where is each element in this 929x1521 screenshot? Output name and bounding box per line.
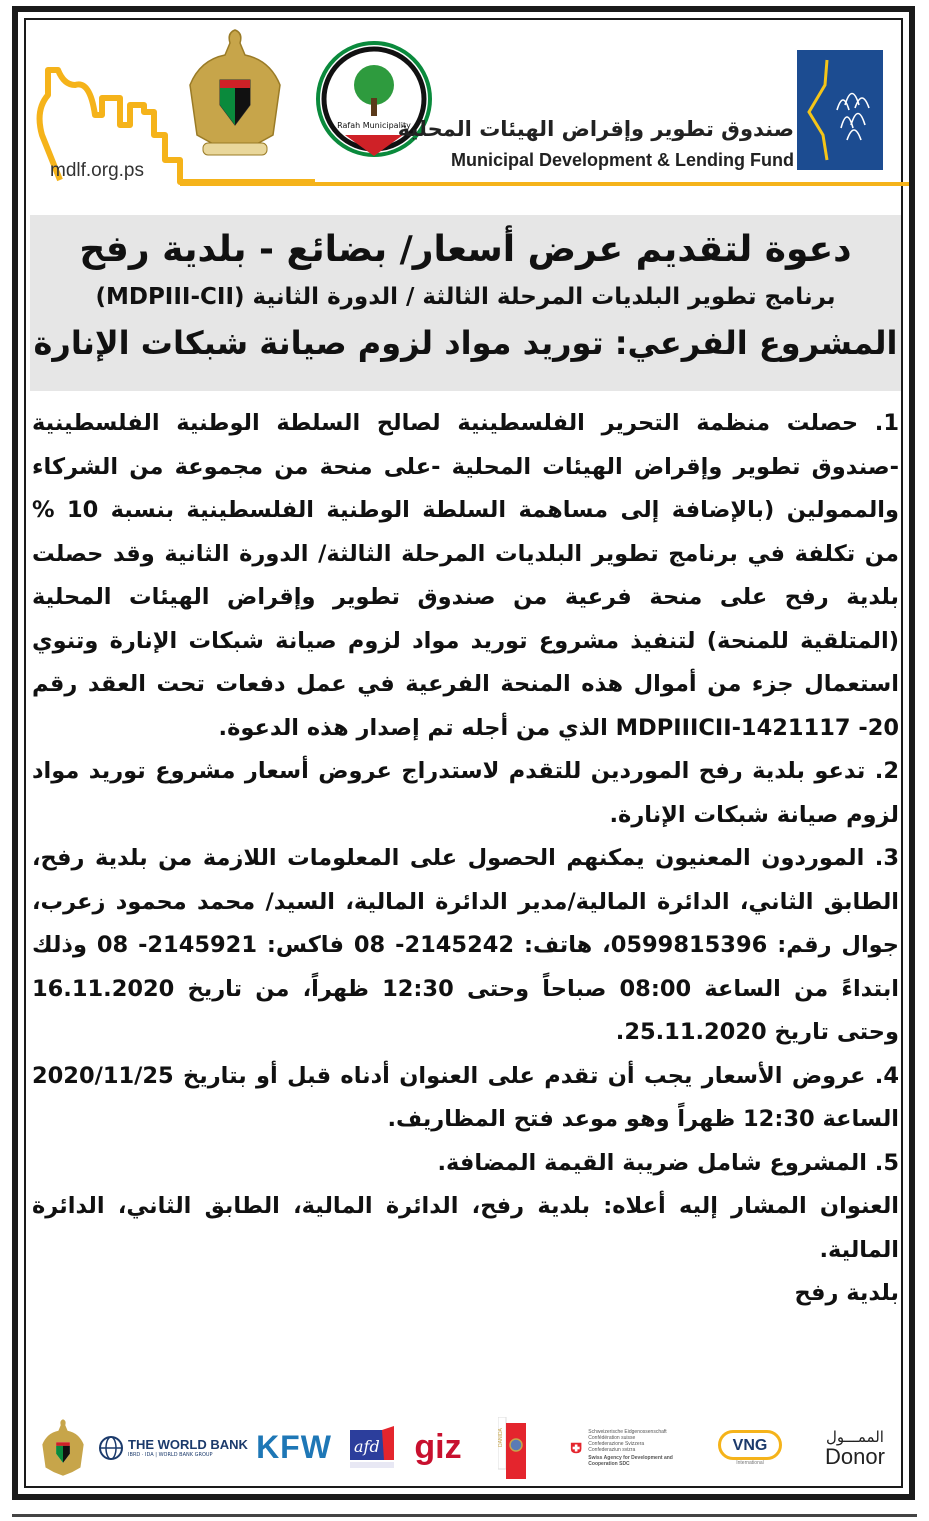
- donor-afd: [344, 1410, 400, 1485]
- vng-badge: VNG: [718, 1430, 783, 1460]
- afd-logo-icon: [348, 1424, 396, 1472]
- clause-1: 1. حصلت منظمة التحرير الفلسطينية لصالح السلطة الوطنية الفلسطينية -صندوق تطوير وإقراض الهيئات المحلية -على منحة من مجموعة من الشركاء والممولين (بالإضافة إلى مساهمة السلطة الوطنية الفلسطينية بنسبة 10 % من تكلفة في برنامج تطوير البلديات المرحلة الثالثة/ الدورة الثانية وقد حصلت بلدية رفح على منحة فرعية من صندوق تطوير وإقراض الهيئات المحلية (المتلقية للمنحة) لتنفيذ مشروع توريد مواد لزوم صيانة شبكات الإنارة وتنوي استعمال جزء من أموال هذه المنحة الفرعية في عمل دفعات تحت العقد رقم 20- MDPIIICII-1421117 الذي من أجله تم إصدار هذه الدعوة.: [32, 410, 899, 741]
- svg-text:afd: afd: [354, 1436, 380, 1456]
- clause-2: 2. تدعو بلدية رفح الموردين للتقدم لاستدراج عروض أسعار مشروع توريد مواد لزوم صيانة شبكات الإنارة.: [32, 758, 899, 828]
- donor-label: الممـــول Donor: [825, 1427, 885, 1469]
- donor-danida: [492, 1410, 532, 1485]
- svg-text:Rafah Municipality: Rafah Municipality: [337, 121, 411, 130]
- mdlf-logo-icon: [797, 50, 883, 170]
- address-line: العنوان المشار إليه أعلاه: بلدية رفح، الدائرة المالية، الطابق الثاني، الدائرة المالية.: [32, 1193, 899, 1263]
- swiss-cross-icon: [570, 1441, 582, 1455]
- subproject-title: المشروع الفرعي: توريد مواد لزوم صيانة شبكات الإنارة: [33, 324, 898, 362]
- mdlf-name-english: Municipal Development & Lending Fund: [450, 150, 794, 170]
- donor-kfw: KFW: [256, 1429, 332, 1465]
- donor-vng: VNG International: [710, 1410, 790, 1485]
- globe-icon: [98, 1435, 124, 1461]
- clause-3: 3. الموردون المعنيون يمكنهم الحصول على المعلومات اللازمة من بلدية رفح، الطابق الثاني، الدائرة المالية/مدير الدائرة المالية، السيد/ محمد محمود زعرب، جوال رقم: 0599815396، هاتف: 2145242- 08 فاكس: 2145921- 08 وذلك ابتداءً من الساعة 08:00 صباحاً وحتى 12:30 ظهراً، من تاريخ 16.11.2020 وحتى تاريخ 25.11.2020.: [32, 845, 899, 1045]
- gold-divider: [180, 182, 909, 186]
- announcement-body: [32, 402, 899, 1316]
- donor-world-bank: THE WORLD BANK IBRD · IDA | WORLD BANK GROUP: [98, 1410, 248, 1485]
- donor-swiss-sdc: Schweizerische Eidgenossenschaft Confédération suisse Confederazione Svizzera Confederaziun svizra Swiss Agency for Development and Cooperation SDC: [570, 1410, 700, 1485]
- clause-4: 4. عروض الأسعار يجب أن تقدم على العنوان أدناه قبل أو بتاريخ 2020/11/25 الساعة 12:30 ظهراً وهو موعد فتح المظاريف.: [32, 1062, 899, 1132]
- svg-text:DANIDA: DANIDA: [498, 1427, 504, 1447]
- donor-palestine: [35, 1410, 90, 1485]
- palestine-eagle-emblem-icon: [185, 25, 285, 160]
- clause-5: 5. المشروع شامل ضريبة القيمة المضافة.: [437, 1149, 899, 1176]
- donor-logos-row: [30, 1410, 899, 1485]
- program-title: برنامج تطوير البلديات المرحلة الثالثة / الدورة الثانية (MDPIII-CII): [95, 284, 836, 310]
- danida-logo-icon: [498, 1417, 526, 1479]
- mdlf-name-arabic: صندوق تطوير وإقراض الهيئات المحلية: [397, 117, 794, 141]
- page-title: دعوة لتقديم عرض أسعار/ بضائع - بلدية رفح: [79, 229, 852, 270]
- bottom-rule: [12, 1514, 917, 1517]
- header: [0, 0, 929, 190]
- donor-giz: giz: [414, 1428, 462, 1466]
- mdlf-url: mdlf.org.ps: [50, 160, 144, 181]
- signoff: بلدية رفح: [794, 1280, 899, 1306]
- palestine-eagle-small-icon: [39, 1417, 87, 1479]
- title-band: [30, 215, 901, 391]
